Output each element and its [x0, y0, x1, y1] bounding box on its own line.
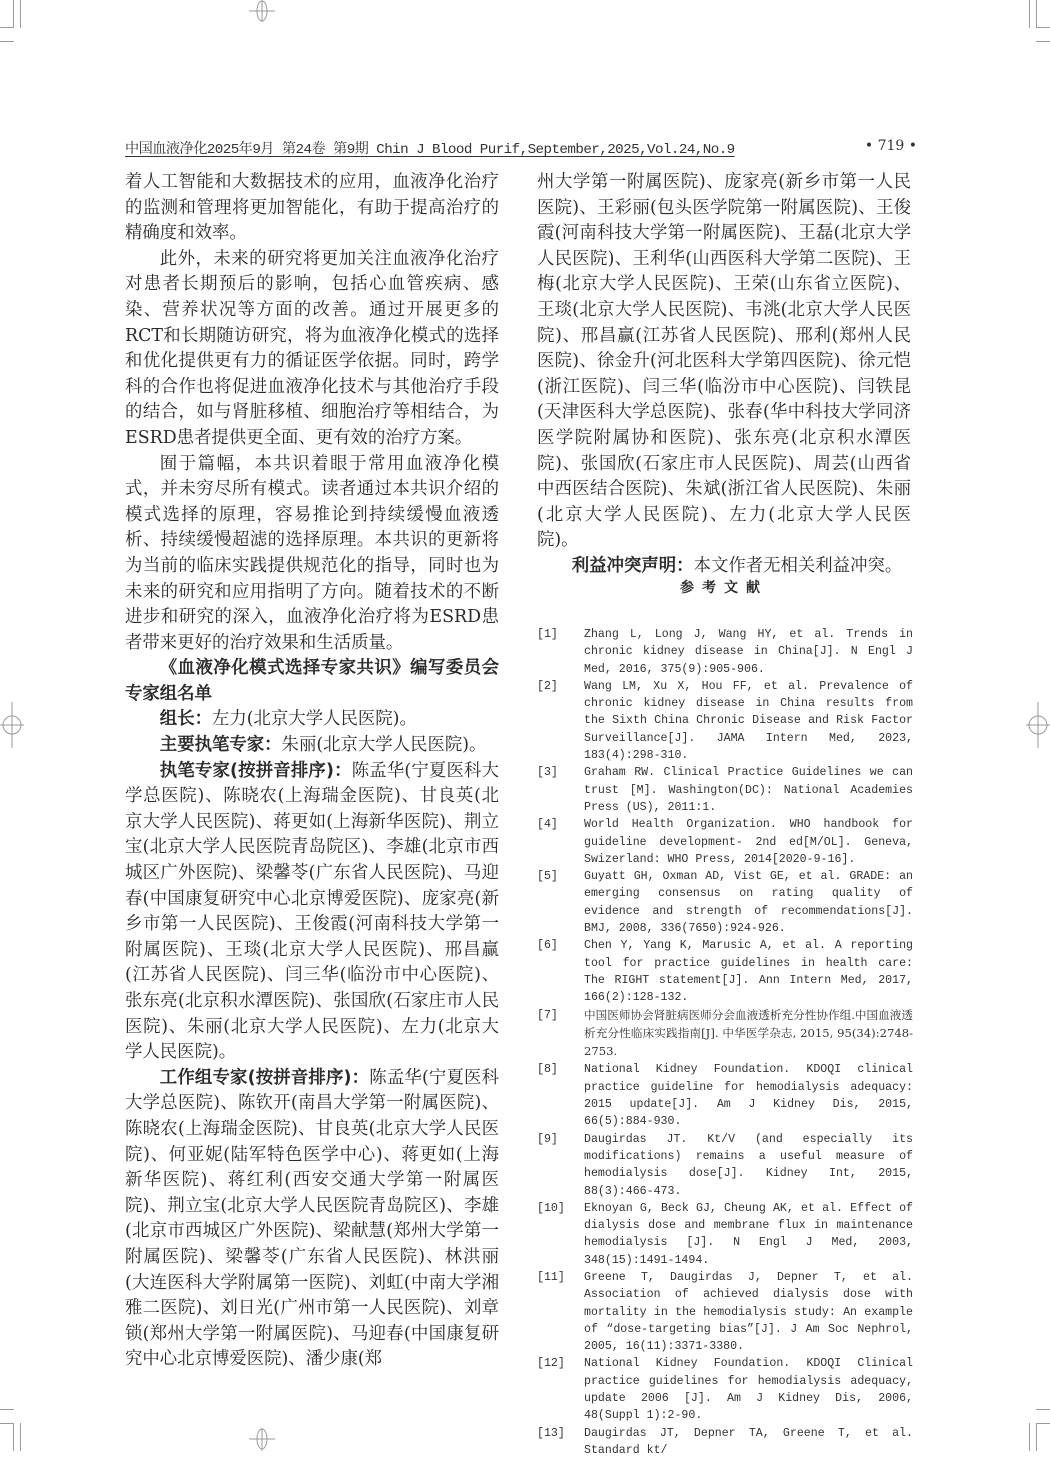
crop-mark	[0, 1409, 14, 1410]
reference-number: [1]	[537, 628, 558, 641]
crop-mark	[1036, 27, 1050, 28]
committee-heading: 《血液净化模式选择专家共识》编写委员会专家组名单	[125, 658, 499, 704]
reference-item	[537, 1355, 913, 1424]
workgroup-value: 陈孟华(宁夏医科大学总医院)、陈钦开(南昌大学第一附属医院)、陈晓农(上海瑞金医院)、甘良英(北京大学人民医院)、何亚妮(陆军特色医学中心)、蒋更如(上海新华医院)、蒋红利(西安交通大学第一附属医院)、荆立宝(北京大学人民医院青岛院区)、李雄(北京市西城区广外医院)、梁献慧(郑州大学第一附属医院)、梁馨苓(广东省人民医院)、林洪丽(大连医科大学附属第一医院)、刘虹(中南大学湘雅二医院)、刘日光(广州市第一人民医院)、刘章锁(郑州大学第一附属医院)、马迎春(中国康复研究中心北京博爱医院)、潘少康(郑	[125, 1067, 499, 1370]
reference-item	[537, 1269, 913, 1355]
crop-mark	[13, 1423, 14, 1451]
reference-item	[537, 1131, 913, 1200]
reference-number: [10]	[537, 1201, 565, 1215]
reference-number: [13]	[537, 1426, 565, 1440]
leader-value: 左力(北京大学人民医院)。	[211, 709, 417, 730]
reference-text: Guyatt GH, Oxman AD, Vist GE, et al. GRADE: an emerging consensus on rating quality of evidence and strength of recommendations[J]. BMJ, 2008, 336(7650):924-926.	[584, 870, 913, 936]
writers-label: 执笔专家(按拼音排序)：	[159, 760, 352, 781]
conflict-statement	[537, 554, 911, 580]
reference-text: National Kidney Foundation. KDOQI clinical practice guideline for hemodialysis adequacy: 2015 update[J]. Am J Kidney Dis, 2015, 66(5):884-930.	[584, 1063, 913, 1129]
main-writer-value: 朱丽(北京大学人民医院)。	[281, 735, 487, 756]
reference-item	[537, 678, 913, 764]
workgroup-continuation: 州大学第一附属医院)、庞家亮(新乡市第一人民医院)、王彩丽(包头医学院第一附属医院)、王俊霞(河南科技大学第一附属医院)、王磊(北京大学人民医院)、王利华(山西医科大学第二医院)、王梅(北京大学人民医院)、王荣(山东省立医院)、王琰(北京大学人民医院)、韦洮(北京大学人民医院)、邢昌赢(江苏省人民医院)、邢利(郑州人民医院)、徐金升(河北医科大学第四医院)、徐元恺(浙江医院)、闫三华(临汾市中心医院)、闫铁昆(天津医科大学总医院)、张春(华中科技大学同济医学院附属协和医院)、张东亮(北京积水潭医院)、张国欣(石家庄市人民医院)、周芸(山西省中西医结合医院)、朱斌(浙江省人民医院)、朱丽(北京大学人民医院)、左力(北京大学人民医院)。	[537, 172, 911, 551]
reference-item	[537, 1425, 913, 1459]
right-column	[537, 170, 911, 580]
main-writer-line	[125, 733, 499, 759]
reference-text: Wang LM, Xu X, Hou FF, et al. Prevalence of chronic kidney disease in China results from the Sixth China Chronic Disease and Risk Factor Surveillance[J]. JAMA Intern Med, 2023, 183(4):298-310.	[584, 679, 913, 763]
reference-text: Graham RW. Clinical Practice Guidelines we can trust [M]. Washington(DC): National Academies Press (US), 2011:1.	[584, 766, 913, 814]
paragraph: 此外，未来的研究将更加关注血液净化治疗对患者长期预后的影响，包括心血管疾病、感染、营养状况等方面的改善。通过开展更多的RCT和长期随访研究，将为血液净化模式的选择和优化提供更有力的循证医学依据。同时，跨学科的合作也将促进血液净化技术与其他治疗手段的结合，如与肾脏移植、细胞治疗等相结合，为ESRD患者提供更全面、更有效的治疗方案。	[125, 248, 499, 448]
reference-text: Zhang L, Long J, Wang HY, et al. Trends in chronic kidney disease in China[J]. N Engl J Med, 2016, 375(9):905-906.	[584, 628, 913, 676]
leader-line	[125, 707, 499, 733]
crop-mark	[1036, 1423, 1050, 1424]
workgroup-paragraph	[125, 1066, 499, 1373]
reference-number: [2]	[537, 679, 558, 693]
leader-label: 组长：	[159, 709, 212, 730]
writers-value: 陈孟华(宁夏医科大学总医院)、陈晓农(上海瑞金医院)、甘良英(北京大学人民医院)、蒋更如(上海新华医院)、荆立宝(北京大学人民医院青岛院区)、李雄(北京市西城区广外医院)、梁馨苓(广东省人民医院)、马迎春(中国康复研究中心北京博爱医院)、庞家亮(新乡市第一人民医院)、王俊霞(河南科技大学第一附属医院)、王琰(北京大学人民医院)、邢昌赢(江苏省人民医院)、闫三华(临汾市中心医院)、张东亮(北京积水潭医院)、张国欣(石家庄市人民医院)、朱丽(北京大学人民医院)、左力(北京大学人民医院)。	[125, 760, 499, 1063]
reference-number: [9]	[537, 1132, 558, 1146]
crop-mark	[0, 1423, 14, 1424]
conflict-value: 本文作者无相关利益冲突。	[693, 555, 903, 576]
crop-mark	[0, 27, 14, 28]
crop-mark	[1036, 0, 1037, 28]
registration-mark-left	[0, 702, 26, 750]
reference-item	[537, 1200, 913, 1269]
crop-mark	[0, 41, 14, 42]
reference-item	[537, 816, 913, 868]
reference-number: [7]	[537, 1008, 558, 1022]
reference-number: [12]	[537, 1357, 565, 1371]
crop-mark	[1036, 1409, 1050, 1410]
reference-item	[537, 868, 913, 937]
crop-mark	[20, 1423, 21, 1451]
reference-item	[537, 626, 913, 678]
reference-number: [4]	[537, 818, 558, 832]
paragraph: 着人工智能和大数据技术的应用，血液净化治疗的监测和管理将更加智能化，有助于提高治疗的精确度和效率。	[125, 172, 499, 244]
running-header	[125, 138, 915, 160]
left-column	[125, 170, 499, 1373]
reference-text: National Kidney Foundation. KDOQI Clinical practice guidelines for hemodialysis adequacy, update 2006 [J]. Am J Kidney Dis, 2006, 48(Suppl 1):2-90.	[584, 1357, 913, 1423]
reference-text: Daugirdas JT, Depner TA, Greene T, et al. Standard kt/	[584, 1426, 913, 1457]
registration-mark-top	[249, 0, 275, 24]
workgroup-label: 工作组专家(按拼音排序)：	[159, 1067, 370, 1088]
reference-item	[537, 764, 913, 816]
writers-paragraph	[125, 759, 499, 1066]
page-number: • 719 •	[864, 138, 917, 154]
crop-mark	[1029, 0, 1030, 28]
references-title: 参考文献	[680, 580, 768, 596]
reference-number: [5]	[537, 870, 558, 884]
journal-citation: 中国血液净化2025年9月 第24卷 第9期 Chin J Blood Purif,September,2025,Vol.24,No.9	[125, 142, 735, 158]
crop-mark	[13, 0, 14, 28]
reference-text: Eknoyan G, Beck GJ, Cheung AK, et al. Effect of dialysis dose and membrane flux in maintenance hemodialysis [J]. N Engl J Med, 2003, 348(15):1491-1494.	[584, 1201, 913, 1267]
paragraph: 囿于篇幅，本共识着眼于常用血液净化模式，并未穷尽所有模式。读者通过本共识介绍的模式选择的原理，容易推论到持续缓慢血液透析、持续缓慢超滤的选择原理。本共识的更新将为当前的临床实践提供规范化的指导，同时也为未来的研究和应用指明了方向。随着技术的不断进步和研究的深入，血液净化治疗将为ESRD患者带来更好的治疗效果和生活质量。	[125, 453, 499, 653]
reference-number: [6]	[537, 939, 558, 953]
crop-mark	[1036, 41, 1050, 42]
reference-item	[537, 937, 913, 1006]
crop-mark	[20, 0, 21, 28]
crop-mark	[1036, 1423, 1037, 1451]
main-writer-label: 主要执笔专家：	[159, 735, 282, 756]
reference-number: [8]	[537, 1063, 558, 1077]
conflict-label: 利益冲突声明：	[571, 555, 694, 576]
reference-text: 中国医师协会肾脏病医师分会血液透析充分性协作组.中国血液透析充分性临床实践指南[J]. 中华医学杂志, 2015, 95(34):2748-2753.	[584, 1007, 913, 1059]
reference-text: Greene T, Daugirdas J, Depner T, et al. Association of achieved dialysis dose with mortality in the hemodialysis study: An example of “dose-targeting bias”[J]. J Am Soc Nephrol, 2005, 16(11):3371-3380.	[584, 1270, 913, 1354]
reference-list	[537, 626, 913, 1459]
reference-number: [11]	[537, 1270, 565, 1284]
reference-item	[537, 1007, 913, 1062]
reference-item	[537, 1061, 913, 1130]
registration-mark-right	[1024, 702, 1050, 750]
registration-mark-bottom	[249, 1428, 275, 1451]
reference-text: Chen Y, Yang K, Marusic A, et al. A reporting tool for practice guidelines in health care: The RIGHT statement[J]. Ann Intern Med, 2017, 166(2):128-132.	[584, 939, 913, 1005]
reference-text: World Health Organization. WHO handbook for guideline development- 2nd ed[M/OL]. Geneva, Swizerland: WHO Press, 2014[2020-9-16].	[584, 818, 913, 866]
crop-mark	[1029, 1423, 1030, 1451]
reference-number: [3]	[537, 766, 558, 780]
reference-text: Daugirdas JT. Kt/V (and especially its modifications) remains a useful measure of hemodialysis dose[J]. Kidney Int, 2015, 88(3):466-473.	[584, 1132, 913, 1198]
